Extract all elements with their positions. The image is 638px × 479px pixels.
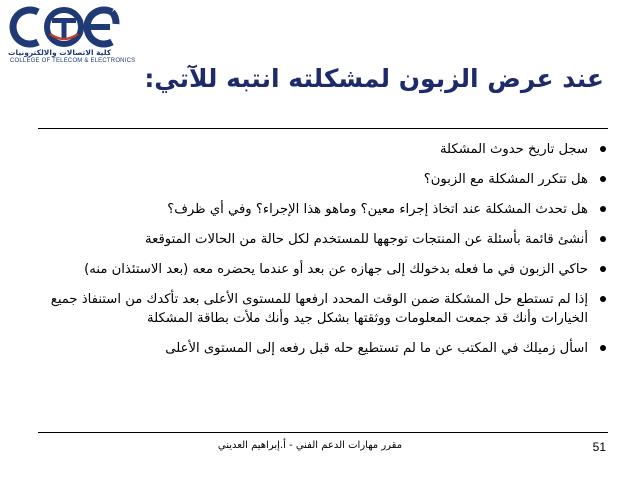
bullet-item [40,230,610,249]
bullet-dot-icon [600,345,606,351]
logo-letter-c [13,10,38,44]
bullet-text: حاكي الزبون في ما فعله بدخولك إلى جهازه عن بعد أو عندما يحضره معه (بعد الاستئذان منه) [84,262,588,277]
college-logo [8,4,136,68]
bullet-text: أنشئ قائمة بأسئلة عن المنتجات توجهها للمستخدم لكل حالة من الحالات المتوقعة [145,232,588,247]
slide-title: عند عرض الزبون لمشكلته انتبه للآتي: [144,64,604,93]
bullet-dot-icon [600,296,606,302]
bullet-item [40,200,610,219]
footer-divider [38,432,608,433]
bullet-dot-icon [600,146,606,152]
bullet-dot-icon [600,236,606,242]
bullet-text: سجل تاريخ حدوث المشكلة [439,142,588,157]
bullet-text: إذا لم تستطع حل المشكلة ضمن الوقت المحدد ارفعها للمستوى الأعلى بعد تأكدك من استنفاذ جميع الخيارات وأنك قد جمعت المعلومات ووثقتها بشكل جيد وأنك ملأت بطاقة المشكلة [50,292,588,326]
logo-arabic-name: كلية الاتصالات والالكترونيات [8,48,112,57]
bullet-item [40,260,610,279]
slide-content [40,140,610,368]
bullet-item [40,140,610,159]
bullet-list [40,140,610,358]
bullet-item [40,290,610,328]
bullet-text: اسأل زميلك في المكتب عن ما لم تستطيع حله قبل رفعه إلى المستوى الأعلى [165,341,588,356]
bullet-dot-icon [600,266,606,272]
bullet-dot-icon [600,176,606,182]
logo-english-name: COLLEGE OF TELECOM & ELECTRONICS [10,58,136,64]
bullet-text: هل تتكرر المشكلة مع الزبون؟ [423,172,588,187]
logo-mark [8,4,136,50]
bullet-item [40,170,610,189]
bullet-item [40,339,610,358]
bullet-dot-icon [600,206,606,212]
footer-course-text: مقرر مهارات الدعم الفني - أ.إبراهيم العديني [217,440,403,451]
bullet-text: هل تحدث المشكلة عند اتخاذ إجراء معين؟ وماهو هذا الإجراء؟ وفي أي ظرف؟ [167,202,588,217]
page-number: 51 [592,440,606,454]
title-divider [38,128,608,129]
